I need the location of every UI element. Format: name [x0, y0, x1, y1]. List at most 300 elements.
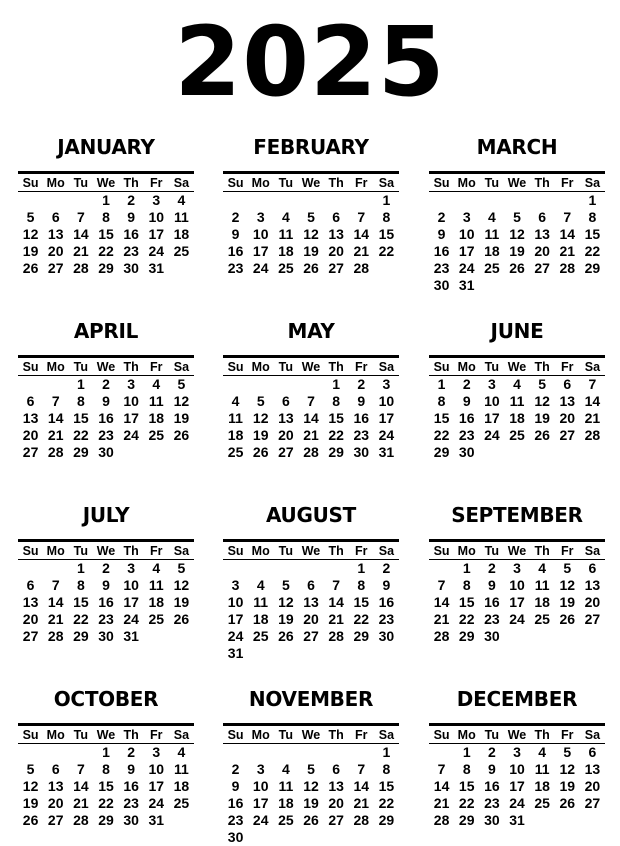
- day-cell: 21: [328, 611, 344, 627]
- day-cell: 11: [148, 577, 164, 593]
- day-cell: 20: [303, 611, 319, 627]
- day-cell: 21: [303, 427, 319, 443]
- day-cell: 20: [584, 778, 601, 794]
- day-cell: 6: [588, 744, 597, 760]
- day-cell: 1: [437, 376, 446, 392]
- day-cell: 24: [123, 427, 139, 443]
- weekday-header: Fr: [144, 542, 169, 560]
- day-cell: 27: [584, 611, 601, 627]
- day-cell: 13: [328, 778, 344, 794]
- day-cell: 26: [22, 260, 39, 276]
- month-name: FEBRUARY: [253, 135, 369, 159]
- weekday-header: Mo: [248, 542, 273, 560]
- day-grid: [429, 726, 605, 829]
- day-cell: 25: [278, 812, 294, 828]
- day-cell: 14: [328, 594, 344, 610]
- weekday-header: Th: [530, 542, 555, 560]
- day-cell: 22: [378, 795, 395, 811]
- day-cell: 29: [98, 812, 114, 828]
- weekday-header: Fr: [349, 358, 374, 376]
- month-july: [18, 500, 194, 645]
- day-grid: [429, 174, 605, 294]
- day-cell: 22: [98, 795, 114, 811]
- day-cell: 27: [22, 444, 39, 460]
- day-cell: 22: [458, 795, 475, 811]
- weekday-header: Fr: [349, 542, 374, 560]
- month-march: [429, 132, 605, 294]
- weekday-header: We: [93, 726, 118, 744]
- day-cell: 26: [559, 795, 576, 811]
- day-cell: 24: [458, 260, 475, 276]
- day-cell: 7: [76, 209, 85, 225]
- weekday-header: Su: [429, 542, 454, 560]
- day-cell: 23: [227, 260, 244, 276]
- weekday-header: Th: [119, 726, 144, 744]
- day-cell: 11: [534, 577, 550, 593]
- day-cell: 6: [332, 761, 341, 777]
- day-cell: 15: [378, 778, 395, 794]
- month-name: JUNE: [490, 319, 544, 343]
- empty-cell: [429, 744, 454, 761]
- day-cell: 17: [123, 594, 139, 610]
- weekday-header: Th: [530, 726, 555, 744]
- day-cell: 16: [353, 410, 370, 426]
- empty-cell: [18, 376, 43, 393]
- weekday-header: Sa: [169, 542, 194, 560]
- weekday-header: Su: [223, 358, 248, 376]
- day-cell: 8: [102, 761, 110, 777]
- day-cell: 4: [152, 376, 161, 392]
- day-cell: 22: [73, 427, 89, 443]
- day-cell: 2: [382, 560, 391, 576]
- day-cell: 18: [173, 778, 190, 794]
- day-grid: [223, 542, 399, 662]
- day-cell: 25: [534, 611, 550, 627]
- day-cell: 18: [509, 410, 525, 426]
- day-cell: 2: [102, 376, 110, 392]
- weekday-header: Mo: [248, 174, 273, 192]
- day-cell: 28: [47, 628, 64, 644]
- month-february: [223, 132, 399, 277]
- weekday-header: Tu: [68, 358, 93, 376]
- weekday-header: Tu: [68, 174, 93, 192]
- day-cell: 4: [487, 209, 496, 225]
- day-cell: 9: [127, 761, 136, 777]
- day-grid: [223, 174, 399, 277]
- day-cell: 14: [353, 778, 370, 794]
- empty-cell: [298, 376, 323, 393]
- day-cell: 9: [127, 209, 136, 225]
- weekday-header: Sa: [374, 726, 399, 744]
- day-cell: 28: [353, 812, 370, 828]
- empty-cell: [18, 744, 43, 761]
- day-cell: 12: [173, 577, 190, 593]
- day-cell: 2: [127, 192, 136, 208]
- month-name: APRIL: [73, 319, 139, 343]
- day-cell: 27: [47, 812, 64, 828]
- empty-cell: [273, 376, 298, 393]
- day-cell: 11: [174, 209, 189, 225]
- weekday-header: Mo: [454, 174, 479, 192]
- empty-cell: [43, 376, 68, 393]
- day-cell: 3: [256, 209, 265, 225]
- day-cell: 13: [47, 778, 64, 794]
- weekday-header: Th: [530, 358, 555, 376]
- day-cell: 9: [462, 393, 471, 409]
- day-cell: 26: [173, 427, 190, 443]
- day-cell: 22: [73, 611, 89, 627]
- weekday-header: Sa: [169, 174, 194, 192]
- day-cell: 28: [433, 628, 450, 644]
- day-cell: 22: [378, 243, 395, 259]
- day-cell: 8: [357, 577, 366, 593]
- empty-cell: [18, 192, 43, 209]
- day-cell: 12: [252, 410, 269, 426]
- empty-cell: [248, 560, 273, 577]
- day-cell: 29: [433, 444, 450, 460]
- day-cell: 27: [534, 260, 550, 276]
- day-cell: 7: [563, 209, 572, 225]
- day-cell: 3: [127, 376, 136, 392]
- day-cell: 26: [173, 611, 190, 627]
- day-cell: 16: [227, 795, 244, 811]
- day-cell: 21: [584, 410, 601, 426]
- day-cell: 2: [231, 209, 240, 225]
- day-cell: 11: [534, 761, 550, 777]
- empty-cell: [68, 192, 93, 209]
- day-cell: 26: [559, 611, 576, 627]
- day-cell: 19: [303, 795, 319, 811]
- day-cell: 16: [227, 243, 244, 259]
- weekday-header: Th: [119, 358, 144, 376]
- day-cell: 7: [588, 376, 597, 392]
- weekday-header: Mo: [43, 726, 68, 744]
- day-cell: 13: [22, 410, 39, 426]
- weekday-header: Mo: [454, 542, 479, 560]
- weekday-header: We: [504, 174, 529, 192]
- day-cell: 15: [98, 778, 114, 794]
- day-cell: 20: [584, 594, 601, 610]
- day-cell: 10: [484, 393, 500, 409]
- day-cell: 30: [378, 628, 395, 644]
- day-cell: 15: [98, 226, 114, 242]
- day-cell: 24: [509, 795, 525, 811]
- day-cell: 30: [484, 812, 500, 828]
- day-cell: 19: [534, 410, 550, 426]
- day-cell: 9: [102, 577, 110, 593]
- day-cell: 5: [513, 209, 521, 225]
- day-cell: 3: [513, 560, 521, 576]
- day-cell: 21: [73, 795, 89, 811]
- day-cell: 11: [484, 226, 500, 242]
- day-cell: 29: [73, 444, 89, 460]
- day-cell: 5: [26, 209, 35, 225]
- day-cell: 27: [47, 260, 64, 276]
- day-cell: 16: [98, 410, 114, 426]
- empty-cell: [298, 744, 323, 761]
- weekday-header: We: [504, 358, 529, 376]
- empty-cell: [324, 744, 349, 761]
- day-cell: 5: [563, 560, 572, 576]
- day-cell: 17: [252, 795, 269, 811]
- weekday-header: Su: [429, 726, 454, 744]
- weekday-header: Mo: [248, 358, 273, 376]
- day-cell: 8: [332, 393, 341, 409]
- weekday-header: Sa: [580, 174, 605, 192]
- day-cell: 17: [148, 226, 165, 242]
- day-cell: 14: [584, 393, 601, 409]
- day-cell: 4: [281, 761, 290, 777]
- day-cell: 9: [231, 226, 240, 242]
- day-cell: 17: [458, 243, 475, 259]
- day-cell: 31: [458, 277, 475, 293]
- day-cell: 27: [22, 628, 39, 644]
- day-cell: 7: [332, 577, 341, 593]
- day-cell: 9: [487, 761, 496, 777]
- day-cell: 22: [353, 611, 370, 627]
- day-cell: 28: [303, 444, 319, 460]
- day-cell: 30: [98, 628, 114, 644]
- day-cell: 10: [509, 577, 525, 593]
- day-cell: 1: [357, 560, 366, 576]
- day-cell: 28: [353, 260, 370, 276]
- month-november: [223, 684, 399, 846]
- weekday-header: Sa: [580, 542, 605, 560]
- weekday-header: Su: [223, 174, 248, 192]
- empty-cell: [298, 192, 323, 209]
- weekday-header: Su: [18, 174, 43, 192]
- month-may: [223, 316, 399, 461]
- day-cell: 23: [123, 243, 139, 259]
- empty-cell: [223, 376, 248, 393]
- day-cell: 6: [51, 761, 60, 777]
- day-cell: 20: [47, 243, 64, 259]
- empty-cell: [43, 560, 68, 577]
- day-grid: [18, 542, 194, 645]
- day-cell: 6: [307, 577, 315, 593]
- day-cell: 4: [538, 560, 547, 576]
- day-cell: 5: [307, 761, 315, 777]
- day-cell: 17: [252, 243, 269, 259]
- day-grid: [18, 726, 194, 829]
- day-cell: 17: [123, 410, 139, 426]
- month-name: DECEMBER: [456, 687, 578, 711]
- day-cell: 24: [227, 628, 244, 644]
- day-cell: 15: [378, 226, 395, 242]
- day-cell: 28: [47, 444, 64, 460]
- day-cell: 29: [353, 628, 370, 644]
- month-june: [429, 316, 605, 461]
- day-cell: 10: [123, 577, 139, 593]
- month-name: AUGUST: [265, 503, 356, 527]
- weekday-header: Su: [429, 358, 454, 376]
- day-cell: 20: [22, 611, 39, 627]
- day-cell: 4: [256, 577, 265, 593]
- day-cell: 5: [307, 209, 315, 225]
- weekday-header: Tu: [479, 542, 504, 560]
- day-cell: 25: [278, 260, 294, 276]
- weekday-header: Tu: [273, 542, 298, 560]
- day-cell: 28: [559, 260, 576, 276]
- day-cell: 18: [278, 795, 294, 811]
- day-cell: 17: [227, 611, 244, 627]
- empty-cell: [298, 560, 323, 577]
- day-cell: 21: [433, 611, 450, 627]
- day-cell: 12: [509, 226, 525, 242]
- day-cell: 13: [278, 410, 294, 426]
- weekday-header: We: [298, 726, 323, 744]
- day-cell: 21: [353, 795, 370, 811]
- empty-cell: [273, 192, 298, 209]
- weekday-header: Mo: [43, 542, 68, 560]
- day-cell: 1: [76, 560, 85, 576]
- day-grid: [223, 726, 399, 846]
- day-cell: 27: [328, 812, 344, 828]
- day-grid: [429, 542, 605, 645]
- month-august: [223, 500, 399, 662]
- day-cell: 19: [22, 243, 39, 259]
- empty-cell: [43, 192, 68, 209]
- day-cell: 24: [252, 260, 269, 276]
- weekday-header: Fr: [144, 174, 169, 192]
- day-grid: [429, 358, 605, 461]
- day-cell: 16: [433, 243, 450, 259]
- day-cell: 14: [353, 226, 370, 242]
- day-cell: 4: [152, 560, 161, 576]
- day-cell: 17: [509, 594, 525, 610]
- weekday-header: Mo: [454, 726, 479, 744]
- day-cell: 29: [584, 260, 601, 276]
- day-cell: 22: [458, 611, 475, 627]
- weekday-header: Sa: [169, 358, 194, 376]
- day-cell: 23: [378, 611, 395, 627]
- day-cell: 3: [231, 577, 240, 593]
- weekday-header: Fr: [349, 174, 374, 192]
- day-cell: 11: [148, 393, 164, 409]
- day-cell: 12: [22, 778, 39, 794]
- day-cell: 23: [484, 611, 500, 627]
- day-cell: 29: [458, 812, 475, 828]
- month-september: [429, 500, 605, 645]
- day-cell: 25: [484, 260, 500, 276]
- weekday-header: Tu: [68, 726, 93, 744]
- day-cell: 31: [378, 444, 395, 460]
- day-cell: 12: [278, 594, 294, 610]
- day-cell: 25: [227, 444, 244, 460]
- day-cell: 2: [462, 376, 471, 392]
- weekday-header: Th: [530, 174, 555, 192]
- day-cell: 14: [433, 594, 450, 610]
- day-cell: 1: [588, 192, 597, 208]
- weekday-header: Tu: [273, 726, 298, 744]
- day-cell: 28: [433, 812, 450, 828]
- day-cell: 29: [73, 628, 89, 644]
- weekday-header: Fr: [144, 726, 169, 744]
- empty-cell: [349, 192, 374, 209]
- day-cell: 24: [252, 812, 269, 828]
- day-cell: 6: [26, 393, 35, 409]
- month-name: JULY: [82, 503, 130, 527]
- day-cell: 2: [231, 761, 240, 777]
- day-cell: 11: [509, 393, 525, 409]
- day-cell: 4: [231, 393, 240, 409]
- day-cell: 24: [123, 611, 139, 627]
- day-cell: 15: [353, 594, 370, 610]
- empty-cell: [324, 560, 349, 577]
- day-cell: 16: [378, 594, 395, 610]
- day-cell: 2: [437, 209, 446, 225]
- day-cell: 5: [281, 577, 290, 593]
- day-cell: 27: [328, 260, 344, 276]
- weekday-header: We: [93, 542, 118, 560]
- day-cell: 12: [534, 393, 550, 409]
- weekday-header: Su: [18, 358, 43, 376]
- empty-cell: [248, 744, 273, 761]
- empty-cell: [18, 560, 43, 577]
- day-cell: 1: [462, 560, 471, 576]
- day-cell: 18: [534, 594, 550, 610]
- day-cell: 16: [458, 410, 475, 426]
- day-cell: 8: [382, 209, 391, 225]
- weekday-header: Fr: [144, 358, 169, 376]
- day-cell: 28: [328, 628, 344, 644]
- day-cell: 7: [51, 393, 60, 409]
- weekday-header: Sa: [580, 726, 605, 744]
- day-cell: 13: [584, 761, 601, 777]
- day-cell: 14: [73, 226, 89, 242]
- day-cell: 20: [47, 795, 64, 811]
- day-cell: 25: [252, 628, 269, 644]
- day-cell: 11: [278, 226, 294, 242]
- empty-cell: [248, 376, 273, 393]
- day-cell: 27: [559, 427, 576, 443]
- day-cell: 12: [303, 778, 319, 794]
- day-cell: 29: [378, 812, 395, 828]
- day-cell: 18: [173, 226, 190, 242]
- day-cell: 21: [73, 243, 89, 259]
- day-cell: 31: [227, 645, 244, 661]
- day-cell: 9: [102, 393, 110, 409]
- day-cell: 19: [173, 594, 190, 610]
- day-cell: 7: [357, 209, 366, 225]
- day-cell: 14: [47, 594, 64, 610]
- day-cell: 23: [227, 812, 244, 828]
- day-cell: 3: [152, 192, 161, 208]
- day-cell: 6: [332, 209, 341, 225]
- weekday-header: Sa: [374, 174, 399, 192]
- day-cell: 29: [328, 444, 344, 460]
- day-cell: 21: [47, 427, 64, 443]
- day-cell: 8: [462, 761, 471, 777]
- day-cell: 19: [303, 243, 319, 259]
- day-grid: [18, 174, 194, 277]
- empty-cell: [429, 560, 454, 577]
- day-cell: 8: [76, 393, 85, 409]
- day-cell: 16: [484, 778, 500, 794]
- day-cell: 5: [177, 376, 186, 392]
- day-cell: 2: [102, 560, 110, 576]
- day-cell: 10: [148, 209, 165, 225]
- day-cell: 12: [559, 577, 576, 593]
- weekday-header: Fr: [555, 726, 580, 744]
- day-cell: 17: [509, 778, 525, 794]
- day-cell: 12: [22, 226, 39, 242]
- day-cell: 5: [26, 761, 35, 777]
- day-cell: 20: [328, 795, 344, 811]
- day-cell: 1: [382, 192, 391, 208]
- weekday-header: Tu: [273, 358, 298, 376]
- day-cell: 23: [98, 611, 114, 627]
